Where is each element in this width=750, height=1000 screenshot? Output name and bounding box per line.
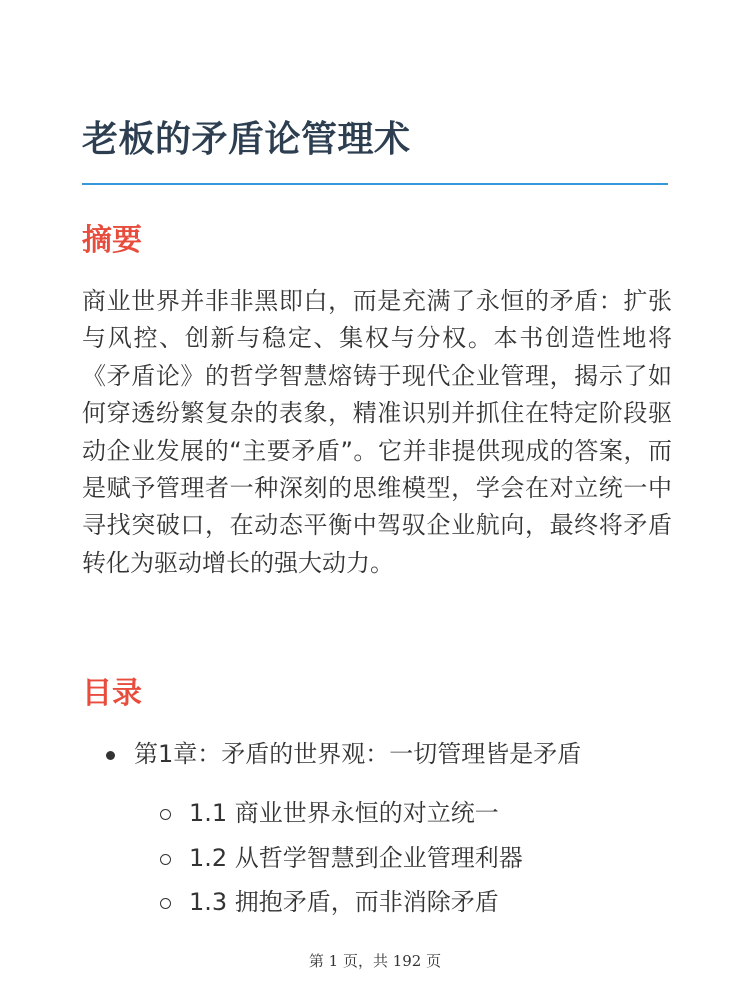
toc-section-label: 1.3 拥抱矛盾，而非消除矛盾 [189, 888, 499, 916]
hollow-bullet-icon [160, 898, 171, 909]
page-number-footer: 第 1 页，共 192 页 [308, 952, 442, 970]
toc-heading: 目录 [82, 676, 142, 711]
toc-section-label: 1.1 商业世界永恒的对立统一 [189, 799, 499, 827]
hollow-bullet-icon [160, 809, 171, 820]
title-divider [82, 183, 668, 185]
summary-paragraph: 商业世界并非非黑即白，而是充满了永恒的矛盾：扩张与风控、创新与稳定、集权与分权。本书创造性地将《矛盾论》的哲学智慧熔铸于现代企业管理，揭示了如何穿透纷繁复杂的表象，精准识别并抓住在特定阶段驱动企业发展的“主要矛盾”。它并非提供现成的答案，而是赋予管理者一种深刻的思维模型，学会在对立统一中寻找突破口，在动态平衡中驾驭企业航向，最终将矛盾转化为驱动增长的强大动力。 [82, 287, 672, 577]
summary-heading: 摘要 [82, 223, 142, 258]
toc-section-label: 1.2 从哲学智慧到企业管理利器 [189, 844, 523, 872]
hollow-bullet-icon [160, 854, 171, 865]
toc-chapter-label: 第1章：矛盾的世界观：一切管理皆是矛盾 [134, 740, 582, 768]
filled-bullet-icon [106, 751, 115, 760]
document-title: 老板的矛盾论管理术 [82, 119, 411, 160]
